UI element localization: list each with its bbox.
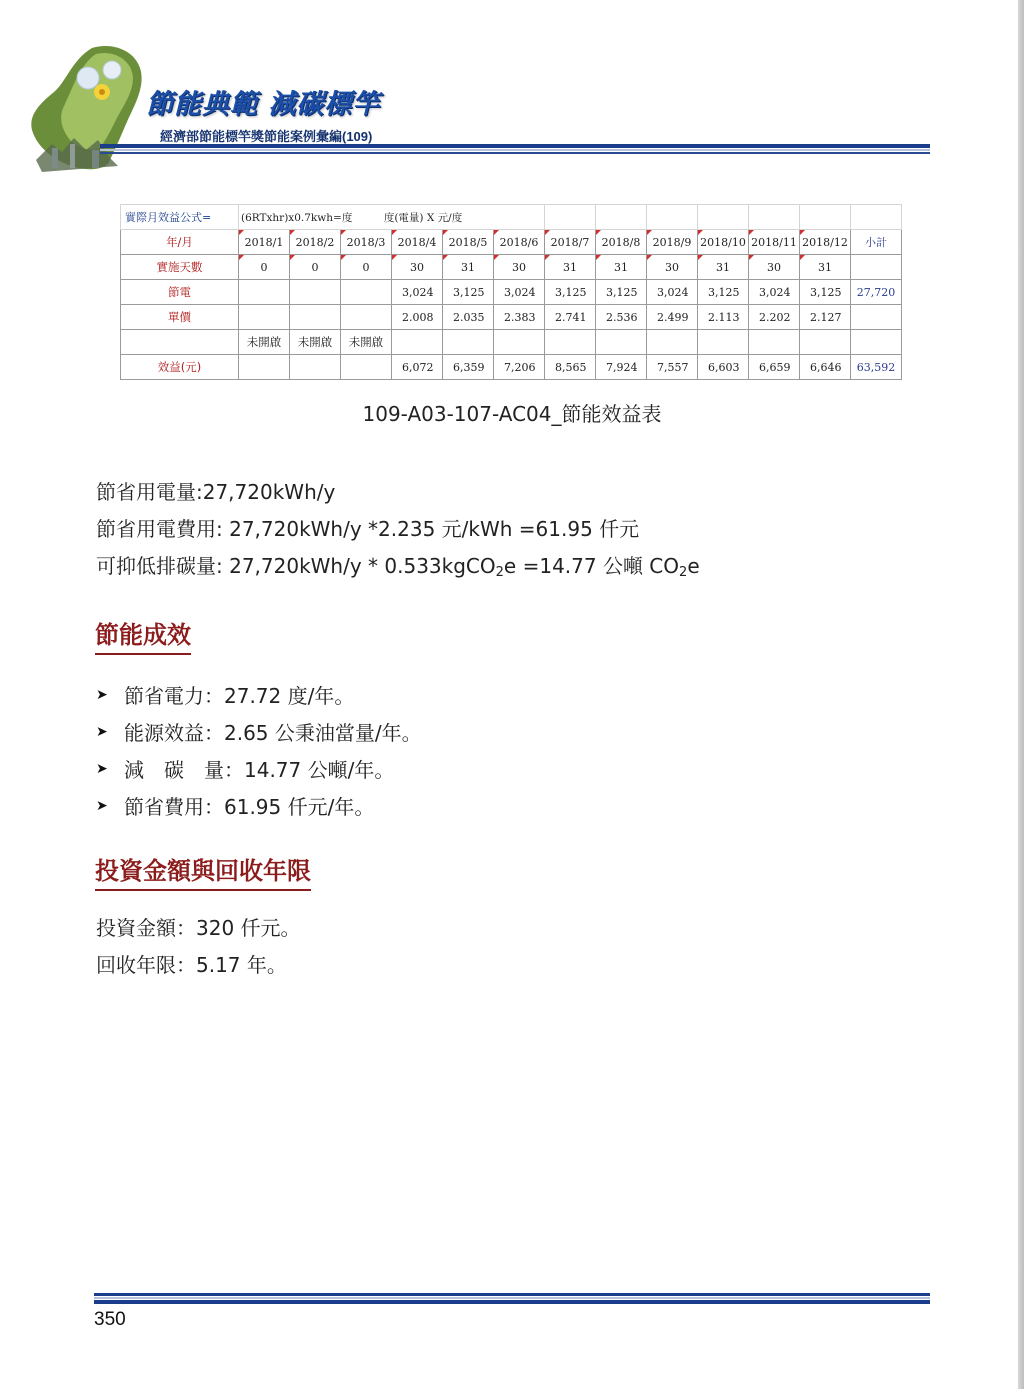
row-label: 實施天數 [121, 255, 239, 280]
row-label [121, 330, 239, 355]
list-item [96, 787, 422, 824]
table-cell: 31 [698, 255, 749, 280]
table-cell [392, 330, 443, 355]
column-header: 2018/6 [494, 230, 545, 255]
table-cell: 7,557 [647, 355, 698, 380]
table-cell: 3,125 [545, 280, 596, 305]
table-cell: 3,024 [494, 280, 545, 305]
table-cell: 30 [494, 255, 545, 280]
table-cell [341, 355, 392, 380]
cost-saved-line: 節省用電費用: 27,720kWh/y *2.235 元/kWh =61.95 仟元 [96, 517, 640, 541]
electricity-saved-line: 節省用電量:27,720kWh/y [96, 480, 336, 504]
table-cell: 8,565 [545, 355, 596, 380]
table-cell: 31 [443, 255, 494, 280]
table-cell [290, 280, 341, 305]
footer-rule [94, 1293, 930, 1305]
list-item-text: 減 碳 量：14.77 公噸/年。 [124, 758, 395, 782]
list-item [96, 750, 422, 787]
column-header: 2018/2 [290, 230, 341, 255]
table-row [121, 305, 902, 330]
table-cell: 3,125 [800, 280, 851, 305]
table-cell: 3,024 [749, 280, 800, 305]
column-header-subtotal: 小計 [851, 230, 902, 255]
investment-heading: 投資金額與回收年限 [95, 851, 311, 891]
table-cell: 3,125 [443, 280, 494, 305]
table-cell: 0 [341, 255, 392, 280]
column-header: 年/月 [121, 230, 239, 255]
column-header: 2018/12 [800, 230, 851, 255]
arrow-bullet-icon: ➤ [96, 797, 108, 814]
carbon-line-subscript: 2 [679, 565, 688, 580]
table-cell: 未開啟 [341, 330, 392, 355]
table-cell: 6,359 [443, 355, 494, 380]
table-cell: 6,072 [392, 355, 443, 380]
results-list [96, 676, 422, 824]
header-row [121, 230, 902, 255]
table-cell: 30 [647, 255, 698, 280]
table-cell [800, 330, 851, 355]
table-cell: 3,024 [392, 280, 443, 305]
table-cell: 2.202 [749, 305, 800, 330]
row-label: 節電 [121, 280, 239, 305]
results-heading: 節能成效 [95, 615, 191, 655]
arrow-bullet-icon: ➤ [96, 686, 108, 703]
carbon-line-middle: e =14.77 公噸 CO [503, 554, 680, 578]
table-cell: 0 [290, 255, 341, 280]
table-cell: 6,646 [800, 355, 851, 380]
formula-row [121, 205, 902, 230]
table-cell-subtotal [851, 255, 902, 280]
table-cell [290, 355, 341, 380]
table-row [121, 255, 902, 280]
savings-table [120, 204, 902, 380]
arrow-bullet-icon: ➤ [96, 760, 108, 777]
column-header: 2018/8 [596, 230, 647, 255]
table-cell: 31 [596, 255, 647, 280]
table-cell [290, 305, 341, 330]
list-item-text: 節省電力：27.72 度/年。 [124, 684, 355, 708]
table-cell [341, 305, 392, 330]
row-label: 效益(元) [121, 355, 239, 380]
table-cell: 未開啟 [290, 330, 341, 355]
column-header: 2018/3 [341, 230, 392, 255]
table-cell: 30 [749, 255, 800, 280]
table-cell: 2.113 [698, 305, 749, 330]
table-cell [239, 280, 290, 305]
table-cell: 3,125 [698, 280, 749, 305]
table-cell: 2.536 [596, 305, 647, 330]
table-cell: 3,024 [647, 280, 698, 305]
table-cell: 0 [239, 255, 290, 280]
table-cell: 31 [545, 255, 596, 280]
list-item [96, 676, 422, 713]
header-rule [100, 144, 930, 154]
table-cell [698, 330, 749, 355]
carbon-line-subscript: 2 [495, 565, 504, 580]
carbon-line-prefix: 可抑低排碳量: 27,720kWh/y * 0.533kgCO [96, 554, 496, 578]
table-cell [341, 280, 392, 305]
table-cell: 2.035 [443, 305, 494, 330]
column-header: 2018/7 [545, 230, 596, 255]
table-cell: 未開啟 [239, 330, 290, 355]
table-cell: 7,206 [494, 355, 545, 380]
table-cell: 6,659 [749, 355, 800, 380]
table-cell [596, 330, 647, 355]
column-header: 2018/1 [239, 230, 290, 255]
table-cell-subtotal: 27,720 [851, 280, 902, 305]
table-cell: 3,125 [596, 280, 647, 305]
list-item-text: 能源效益：2.65 公秉油當量/年。 [124, 721, 422, 745]
table-cell: 7,924 [596, 355, 647, 380]
table-cell [239, 355, 290, 380]
column-header: 2018/5 [443, 230, 494, 255]
table-cell [494, 330, 545, 355]
arrow-bullet-icon: ➤ [96, 723, 108, 740]
table-cell: 2.741 [545, 305, 596, 330]
investment-amount: 投資金額：320 仟元。 [96, 916, 301, 940]
carbon-reduction-line [96, 550, 700, 580]
column-header: 2018/4 [392, 230, 443, 255]
table-row [121, 280, 902, 305]
table-cell: 2.008 [392, 305, 443, 330]
brand-title: 節能典範 減碳標竿 [146, 89, 381, 120]
column-header: 2018/10 [698, 230, 749, 255]
table-cell: 6,603 [698, 355, 749, 380]
list-item-text: 節省費用：61.95 仟元/年。 [124, 795, 375, 819]
brand-subtitle: 經濟部節能標竿獎節能案例彙編(109) [160, 129, 373, 144]
table-cell-subtotal: 63,592 [851, 355, 902, 380]
table-cell: 30 [392, 255, 443, 280]
table-cell [545, 330, 596, 355]
table-cell: 31 [800, 255, 851, 280]
page-number: 350 [94, 1309, 126, 1330]
row-label: 單價 [121, 305, 239, 330]
table-cell [749, 330, 800, 355]
table-cell-subtotal [851, 305, 902, 330]
carbon-line-suffix: e [687, 554, 700, 578]
formula-text: (6RTxhr)x0.7kwh=度 度(電量) X 元/度 [239, 205, 545, 230]
table-row [121, 330, 902, 355]
table-cell: 2.127 [800, 305, 851, 330]
table-cell: 2.499 [647, 305, 698, 330]
column-header: 2018/9 [647, 230, 698, 255]
table-row [121, 355, 902, 380]
table-cell: 2.383 [494, 305, 545, 330]
table-cell [239, 305, 290, 330]
formula-label: 實際月效益公式= [121, 205, 239, 230]
payback-period: 回收年限：5.17 年。 [96, 953, 287, 977]
table-caption: 109-A03-107-AC04_節能效益表 [362, 402, 662, 426]
list-item [96, 713, 422, 750]
table-cell [443, 330, 494, 355]
table-cell-subtotal [851, 330, 902, 355]
page-edge-shadow [1018, 0, 1024, 1389]
table-cell [647, 330, 698, 355]
column-header: 2018/11 [749, 230, 800, 255]
